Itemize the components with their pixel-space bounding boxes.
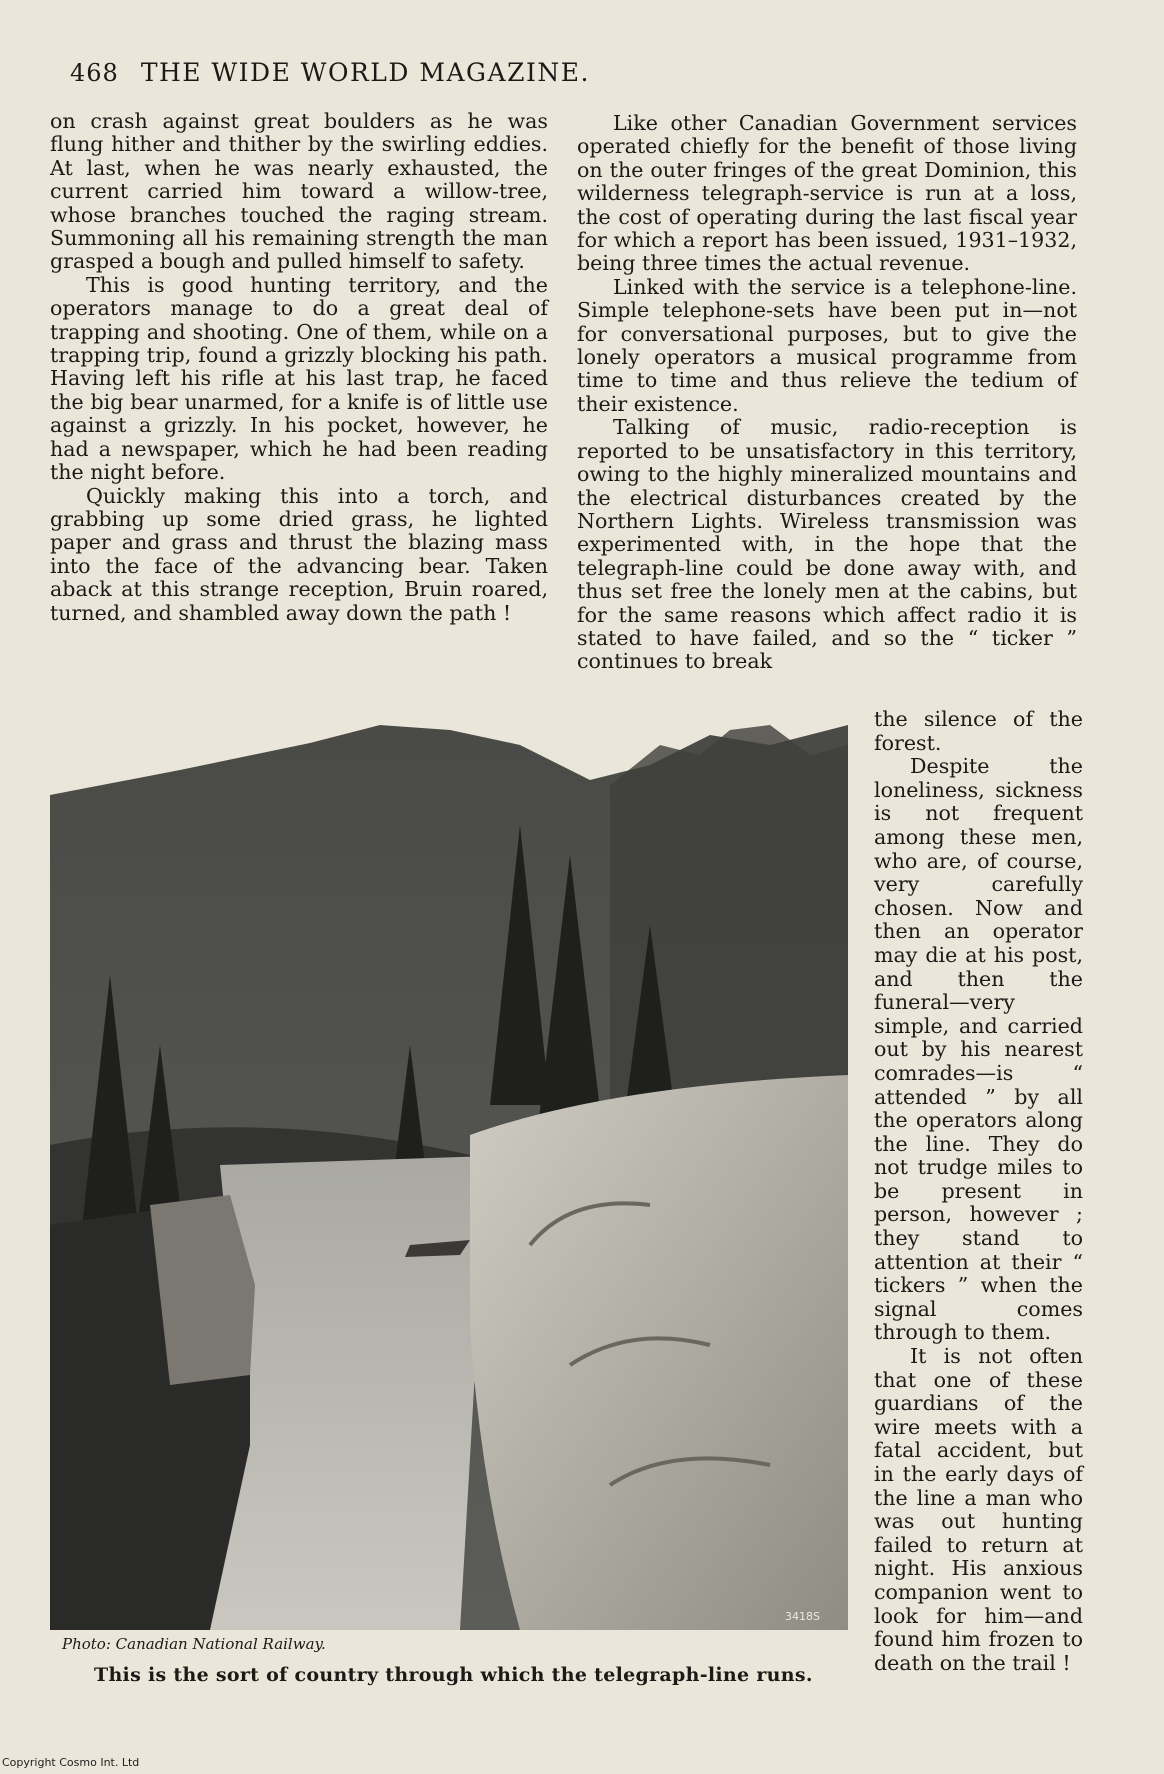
photo-credit: Photo: Canadian National Railway. — [62, 1635, 326, 1653]
paragraph: the silence of the forest. — [874, 707, 1083, 755]
paragraph: Talking of music, radio-reception is reported to be unsatisfactory in this territory, owing to the highly mineralized mountains and the electrical disturbances created by the Northern Lights. Wireless transmission was experimented with, in the hope that the telegraph-line could be done away with, and thus set free the lonely men at the cabins, but for the same reasons which affect radio it is stated to have failed, and so the “ ticker ” continues to break — [577, 415, 1077, 674]
page-number: 468 — [70, 59, 119, 87]
paragraph: Despite the loneliness, sickness is not frequent among these men, who are, of course, very carefully chosen. Now and then an operator may die at his post, and then the funeral—very simple, and carried out by his nearest comrades—is “ attended ” by all the operators along the line. They do not trudge miles to be present in person, however ; they stand to attention at their “ tickers ” when the signal comes through to them. — [874, 754, 1083, 1345]
paragraph: on crash against great boulders as he was flung hither and thither by the swirling eddies. At last, when he was nearly exhausted, the current carried him toward a willow-tree, whose branches touched the raging stream. Summoning all his remaining strength the man grasped a bough and pulled himself to safety. — [50, 109, 548, 274]
page-header — [70, 58, 590, 94]
photo-caption: This is the sort of country through which the telegraph-line runs. — [94, 1664, 813, 1686]
narrow-column — [874, 708, 1083, 1675]
plate-number: 3418S — [785, 1610, 820, 1623]
landscape-photo — [50, 725, 848, 1630]
paragraph: This is good hunting territory, and the operators manage to do a great deal of trapping and shooting. One of them, while on a trapping trip, found a grizzly blocking his path. Having left his rifle at his last trap, he faced the big bear unarmed, for a knife is of little use against a grizzly. In his pocket, however, he had a newspaper, which he had been reading the night before. — [50, 272, 548, 485]
magazine-title: THE WIDE WORLD MAGAZINE. — [140, 58, 590, 87]
paragraph: Quickly making this into a torch, and grabbing up some dried grass, he lighted paper and grass and thrust the blazing mass into the face of the advancing bear. Taken aback at this strange reception, Bruin roared, turned, and shambled away down the path ! — [50, 483, 548, 625]
right-cliff — [470, 1075, 848, 1630]
right-column — [577, 112, 1077, 674]
left-column — [50, 110, 548, 625]
paragraph: Linked with the service is a telephone-line. Simple telephone-sets have been put in—not for conversational purposes, but to give the lonely operators a musical programme from time to time and thus relieve the tedium of their existence. — [577, 274, 1077, 416]
paragraph: It is not often that one of these guardians of the wire meets with a fatal accident, but in the early days of the line a man who was out hunting failed to return at night. His anxious companion went to look for him—and found him frozen to death on the trail ! — [874, 1344, 1083, 1675]
mountain-river-illustration — [50, 725, 848, 1630]
copyright-watermark: Copyright Cosmo Int. Ltd — [2, 1756, 140, 1769]
paragraph: Like other Canadian Government services operated chiefly for the benefit of those living on the outer fringes of the great Dominion, this wilderness telegraph-service is run at a loss, the cost of operating during the last fiscal year for which a report has been issued, 1931–1932, being three times the actual revenue. — [577, 111, 1077, 276]
